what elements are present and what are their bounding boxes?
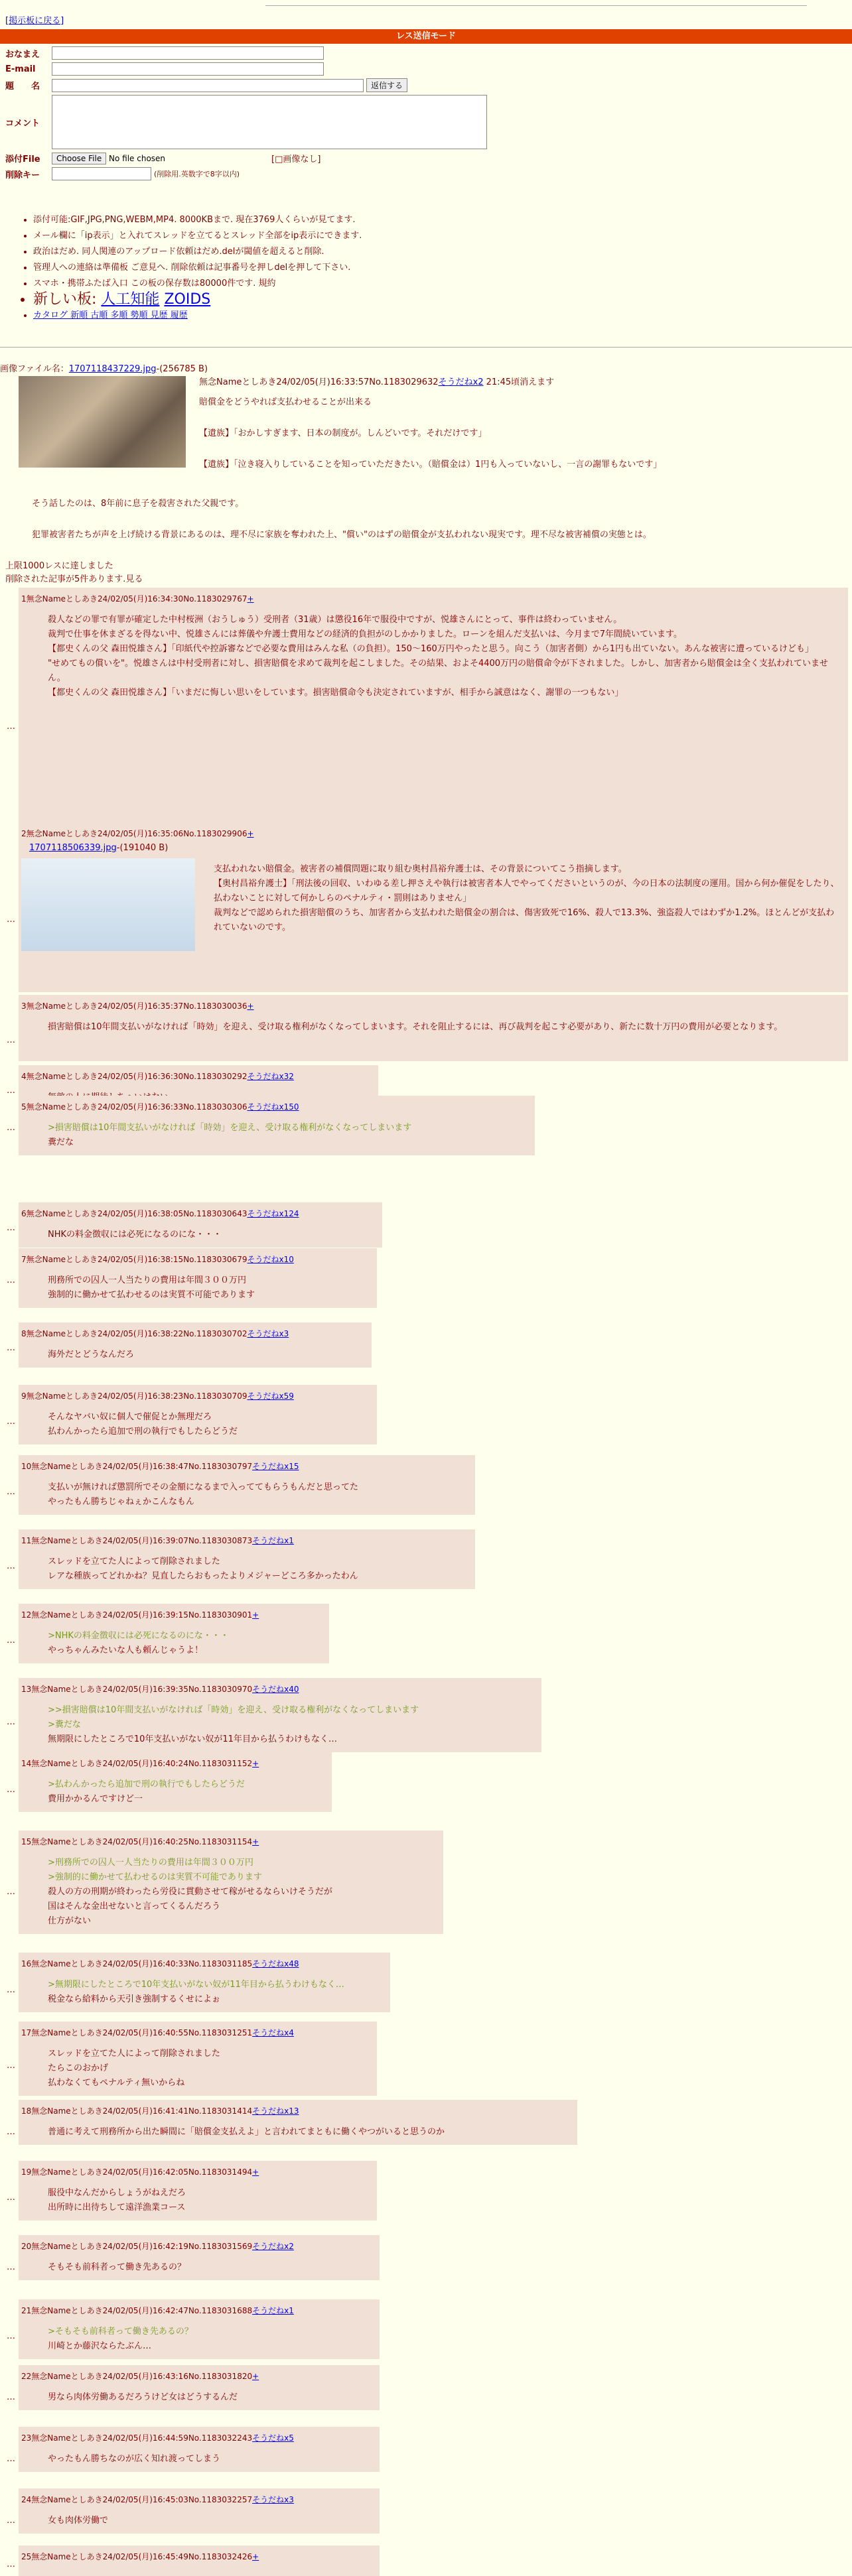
- reply-dots: …: [7, 2262, 15, 2272]
- reply-line: レアな種族ってどれかね？見直したらおもったよりメジャーどころ多かったわん: [48, 1571, 358, 1581]
- email-input[interactable]: [52, 62, 324, 76]
- reply-line: 殺人などの罪で有罪が確定した中村桜洲（おうしゅう）受刑者（31歳）は懲役16年で服役中ですが、悦雄さんにとって、事件は終わっていません。: [48, 615, 622, 625]
- reply-line: 無期限にしたところで10年支払いがない奴が11年目から払うわけもなく…: [48, 1734, 337, 1744]
- reply-post: [7, 1248, 377, 1308]
- reply-line: たらこのおかげ: [48, 2063, 109, 2073]
- reply-line: スレッドを立てた人によって削除されました: [48, 2049, 220, 2059]
- sodane-button[interactable]: そうだねx40: [252, 1685, 299, 1694]
- reply-dots: …: [7, 1123, 15, 1133]
- reply-header: 2無念Nameとしあき24/02/05(月)16:35:06No.1183029906+: [21, 829, 254, 838]
- reply-header: 5無念Nameとしあき24/02/05(月)16:36:33No.1183030306そうだねx150: [21, 1102, 299, 1112]
- op-file-line: 画像ファイル名：1707118437229.jpg-(256785 B): [0, 364, 208, 374]
- reply-dots: …: [7, 2454, 15, 2464]
- sodane-button[interactable]: +: [247, 1001, 254, 1011]
- reply-post: [7, 2488, 380, 2534]
- reply-line: 【都史くんの父 森田悦雄さん】「印紙代や控訴審などで必要な費用はみんな私（の負担）。150～160万円やったと思う。向こう（加害者側）から1円も出ていない。あんな被害に遭っているけども」: [48, 644, 814, 654]
- op-line: 【遺族】「泣き寝入りしていることを知っていただきたい。（賠償金は）1円も入っていないし、一言の謝罪もないです」: [199, 460, 662, 470]
- reply-header: 4無念Nameとしあき24/02/05(月)16:36:30No.1183030292そうだねx32: [21, 1072, 294, 1081]
- reply-post: [7, 1322, 372, 1368]
- reply-line: 【奥村昌裕弁護士】「刑法後の回収、いわゆる差し押さえや執行は被害者本人でやってくださいというのが、今の日本の法制度の運用。国から何か催促をしたり、払わないことに対して何かしらのペナルティ・罰則はありません」: [214, 879, 839, 903]
- reply-header: 11無念Nameとしあき24/02/05(月)16:39:07No.1183030873そうだねx1: [21, 1536, 294, 1545]
- reply-line: 払わなくてもペナルティ無いからね: [48, 2078, 185, 2088]
- reply-post: [7, 1831, 443, 1934]
- note-item: • メール欄に「ip表示」と入れてスレッドを立てるとスレッド全部をip表示にできます.: [33, 228, 362, 244]
- sodane-button[interactable]: +: [252, 2552, 259, 2561]
- reply-body: [21, 2047, 370, 2091]
- sodane-button[interactable]: そうだねx4: [252, 2028, 294, 2037]
- name-label: おなまえ: [5, 49, 40, 60]
- reply-body: [21, 2125, 571, 2140]
- submit-button[interactable]: 返信する: [366, 78, 407, 92]
- reply-dots: …: [7, 2559, 15, 2569]
- reply-dots: …: [7, 1487, 15, 1497]
- reply-dots: …: [7, 2516, 15, 2526]
- new-boards: • 新しい板: 人工知能 ZOIDS: [33, 292, 362, 308]
- reply-body: [21, 1777, 325, 1807]
- reply-line: 刑務所での囚人一人当たりの費用は年間３００万円: [48, 1275, 247, 1285]
- op-paragraph: 犯罪被害者たちが声を上げ続ける背景にあるのは、理不尽に家族を奪われた上、"償い"のはずの賠償金が支払われない現実です。理不尽な被害補償の実態とは。: [32, 530, 652, 540]
- op-sodane[interactable]: そうだねx2: [438, 377, 484, 387]
- note-item: • 管理人への連絡は準備板 ご意見へ. 削除依頼は記事番号を押しdelを押して下さい.: [33, 260, 362, 276]
- section-divider: [0, 347, 852, 348]
- reply-post: [7, 1604, 329, 1663]
- reply-dots: …: [7, 2331, 15, 2341]
- reply-header: 9無念Nameとしあき24/02/05(月)16:38:23No.1183030709そうだねx59: [21, 1391, 294, 1401]
- sodane-button[interactable]: そうだねx2: [252, 2242, 294, 2251]
- reply-line: 川崎とか藤沢ならたぶん…: [48, 2341, 152, 2351]
- reply-post: [7, 1752, 332, 1812]
- reply-body: [21, 1629, 322, 1658]
- reply-line: 普通に考えて刑務所から出た瞬間に「賠償金支払えよ」と言われてまともに働くやつがいると思うのか: [48, 2127, 445, 2137]
- reply-post: [7, 1529, 475, 1589]
- reply-dots: …: [7, 2193, 15, 2203]
- sodane-button[interactable]: +: [252, 2167, 259, 2177]
- reply-body: [21, 2186, 370, 2215]
- quote-line: >>損害賠償は10年間支払いがなければ「時効」を迎え、受け取る権利がなくなってしまいます: [48, 1705, 419, 1715]
- reply-dots: …: [7, 1275, 15, 1285]
- sodane-button[interactable]: +: [252, 1759, 259, 1768]
- sodane-button[interactable]: そうだねx10: [247, 1255, 294, 1264]
- reply-header: 15無念Nameとしあき24/02/05(月)16:40:25No.1183031154+: [21, 1837, 259, 1846]
- reply-dots: …: [7, 2061, 15, 2071]
- reply-dots: …: [7, 915, 15, 925]
- reply-line: 殺人の方の刑期が終わったら労役に貫動させて稼がせるならいけそうだが: [48, 1887, 332, 1897]
- reply-line: 支払いが無ければ懲罰所でその金額になるまで入っててもらうもんだと思ってた: [48, 1482, 359, 1492]
- category-links[interactable]: • カタログ 新順 古順 多順 勢順 見歴 履歴: [33, 308, 362, 324]
- reply-line: 糞だな: [48, 1137, 74, 1147]
- subject-input[interactable]: [52, 79, 364, 92]
- sodane-button[interactable]: +: [252, 2372, 259, 2381]
- reply-header: 24無念Nameとしあき24/02/05(月)16:45:03No.1183032257そうだねx3: [21, 2495, 294, 2504]
- sodane-button[interactable]: +: [247, 829, 254, 838]
- note-item: • 政治はだめ. 同人関連のアップロード依頼はだめ.delが閾値を超えると削除.: [33, 244, 362, 260]
- reply-dots: …: [7, 1985, 15, 1995]
- reply-mode-bar: レス送信モード: [0, 29, 852, 44]
- reply-post: [7, 2161, 377, 2221]
- reply-dots: …: [7, 1785, 15, 1795]
- reply-post: [7, 1202, 382, 1248]
- reply-header: 16無念Nameとしあき24/02/05(月)16:40:33No.1183031185そうだねx48: [21, 1959, 299, 1968]
- reply-header: 19無念Nameとしあき24/02/05(月)16:42:05No.1183031494+: [21, 2167, 259, 2177]
- reply-dots: …: [7, 1223, 15, 1233]
- reply-header: 18無念Nameとしあき24/02/05(月)16:41:41No.1183031414そうだねx13: [21, 2106, 299, 2116]
- reply-body: [21, 2260, 373, 2275]
- sodane-button[interactable]: そうだねx3: [247, 1329, 289, 1338]
- reply-dots: …: [7, 1636, 15, 1645]
- email-label: E-mail: [5, 64, 36, 74]
- reply-body: [21, 613, 841, 700]
- reply-line: 【都史くんの父 森田悦雄さん】「いまだに悔しい思いをしています。損害賠償命令も決定されていますが、相手から誠意はなく、謝罪の一つもない」: [48, 688, 624, 698]
- reply-body: [21, 1121, 528, 1150]
- reply-line: やったもん勝ちなのが広く知れ渡ってしまう: [48, 2454, 221, 2464]
- quote-line: >糞だな: [48, 1720, 81, 1730]
- reply-dots: …: [7, 1887, 15, 1897]
- reply-body: [21, 2452, 373, 2467]
- subject-label: 題 名: [5, 82, 40, 92]
- reply-line: 男なら肉体労働あるだろうけど女はどうするんだ: [48, 2392, 238, 2402]
- sodane-button[interactable]: +: [247, 594, 254, 604]
- reply-line: 裁判などで認められた損害賠償のうち、加害者から支払われた賠償金の割合は、傷害致死で16%、殺人で13.3%、強盗殺人ではわずか1.2%。ほとんどが支払われていないのです。: [214, 908, 835, 933]
- note-item: • スマホ・携帯ふたば入口 この板の保存数は80000件です. 規約: [33, 276, 362, 292]
- reply-header: 14無念Nameとしあき24/02/05(月)16:40:24No.1183031152+: [21, 1759, 259, 1768]
- reply-line: 強制的に働かせて払わせるのは実質不可能であります: [48, 1290, 255, 1300]
- reply-body: [21, 1228, 376, 1242]
- reply-post: [7, 2100, 577, 2145]
- reply-header: 12無念Nameとしあき24/02/05(月)16:39:15No.1183030901+: [21, 1610, 259, 1620]
- quote-line: >NHKの料金徴収には必死になるのにな・・・: [48, 1631, 229, 1641]
- reply-body: [21, 2514, 373, 2528]
- reply-body: [21, 1978, 384, 2007]
- reply-header: 13無念Nameとしあき24/02/05(月)16:39:35No.1183030970そうだねx40: [21, 1685, 299, 1694]
- quote-line: >そもそも前科者って働き先あるの？: [48, 2327, 193, 2337]
- reply-post: [7, 1096, 535, 1155]
- reply-line: 支払われない賠償金。被害者の補償問題に取り組む奥村昌裕弁護士は、その背景についてこう指摘します。: [214, 864, 627, 874]
- comment-label: コメント: [5, 118, 40, 129]
- reply-post: [7, 1385, 377, 1445]
- sodane-button[interactable]: そうだねx150: [247, 1102, 299, 1112]
- reply-post: [7, 822, 848, 992]
- file-label: 添付File: [5, 155, 40, 164]
- reply-line: "せめてもの償いを"。悦雄さんは中村受刑者に対し、損害賠償を求めて裁判を起こしました。その結果、およそ4400万円の賠償命令が下されました。しかし、加害者から賠償金は全く支払われていません。: [48, 659, 829, 683]
- reply-line: やっちゃんみたいな人も頼んじゃうよ！: [48, 1645, 204, 1655]
- reply-post: [7, 2427, 380, 2472]
- reply-line: 裁判で仕事を休まざるを得ない中、悦雄さんには葬儀や弁護士費用などの経済的負担がのしかかりました。ローンを組んだ支払いは、今月まで7年間続いています。: [48, 629, 682, 639]
- reply-post: [7, 2299, 380, 2359]
- sodane-button[interactable]: そうだねx32: [247, 1072, 294, 1081]
- reply-dots: …: [7, 1417, 15, 1427]
- reply-post: [7, 2545, 380, 2576]
- reply-line: NHKの料金徴収には必死になるのにな・・・: [48, 1230, 222, 1240]
- reply-body: [21, 1020, 841, 1035]
- reply-dots: …: [7, 1717, 15, 1727]
- reply-line: 出所時に出待ちして遠洋漁業コース: [48, 2203, 186, 2213]
- name-input[interactable]: [52, 46, 324, 60]
- reply-header: 17無念Nameとしあき24/02/05(月)16:40:55No.1183031251そうだねx4: [21, 2028, 294, 2037]
- board-notes: [20, 212, 362, 324]
- sodane-button[interactable]: そうだねx15: [252, 1462, 299, 1471]
- sodane-button[interactable]: そうだねx1: [252, 2306, 294, 2315]
- reply-line: 服役中なんだからしょうがねえだろ: [48, 2188, 186, 2198]
- op-header: 無念Nameとしあき24/02/05(月)16:33:57No.1183029632そうだねx2 21:45頃消えます: [199, 377, 555, 387]
- reply-header: 25無念Nameとしあき24/02/05(月)16:45:49No.1183032426+: [21, 2552, 259, 2561]
- top-divider: [265, 5, 807, 6]
- reply-line: スレッドを立てた人によって削除されました: [48, 1557, 220, 1567]
- reply-line: 女も肉体労働で: [48, 2516, 109, 2526]
- op-line: 【遺族】「おかしすぎます、日本の制度が。しんどいです。それだけです」: [199, 428, 487, 438]
- limit-notice: 上限1000レスに達しました: [5, 561, 113, 571]
- reply-header: 7無念Nameとしあき24/02/05(月)16:38:15No.1183030679そうだねx10: [21, 1255, 294, 1264]
- reply-body: [21, 2325, 373, 2354]
- reply-dots: …: [7, 1086, 15, 1096]
- reply-header: 6無念Nameとしあき24/02/05(月)16:38:05No.1183030643そうだねx124: [21, 1209, 299, 1218]
- no-file-text: No file chosen: [109, 153, 166, 163]
- comment-textarea[interactable]: [52, 95, 487, 149]
- reply-thumbnail[interactable]: [21, 858, 195, 951]
- reply-line: 損害賠償は10年間支払いがなければ「時効」を迎え、受け取る権利がなくなってしまいます。それを阻止するには、再び裁判を起こす必要があり、新たに数十万円の費用が必要となります。: [48, 1022, 783, 1032]
- reply-body: [21, 1703, 535, 1747]
- reply-line: 税金なら給料から天引き強制するくせによぉ: [48, 1994, 221, 2004]
- reply-dots: …: [7, 1343, 15, 1353]
- op-image[interactable]: [19, 376, 186, 468]
- reply-body: [21, 1856, 437, 1929]
- reply-post: [7, 1455, 475, 1515]
- op-file-link[interactable]: 1707118437229.jpg: [68, 364, 157, 374]
- reply-body: [21, 1480, 468, 1510]
- sodane-button[interactable]: そうだねx48: [252, 1959, 299, 1968]
- no-image-checkbox[interactable]: [□画像なし]: [271, 155, 321, 164]
- op-paragraph: そう話したのは、8年前に息子を殺害された父親です。: [32, 499, 244, 509]
- quote-line: >払わんかったら追加で刑の執行でもしたらどうだ: [48, 1779, 245, 1789]
- sodane-button[interactable]: そうだねx3: [252, 2495, 294, 2504]
- sodane-button[interactable]: そうだねx1: [252, 1536, 294, 1545]
- reply-body: [21, 1410, 370, 1439]
- reply-post: [7, 1953, 390, 2012]
- reply-header: 10無念Nameとしあき24/02/05(月)16:38:47No.1183030797そうだねx15: [21, 1462, 299, 1471]
- reply-header: 23無念Nameとしあき24/02/05(月)16:44:59No.1183032243そうだねx5: [21, 2433, 294, 2443]
- reply-dots: …: [7, 722, 15, 732]
- reply-line: 国はそんな金出せないと言ってくるんだろう: [48, 1901, 221, 1911]
- delkey-note: (削除用.英数字で8字以内): [154, 170, 240, 178]
- back-to-board-link[interactable]: [掲示板に戻る]: [5, 16, 64, 26]
- sodane-button[interactable]: +: [252, 1837, 259, 1846]
- reply-line: そもそも前科者って働き先あるの？: [48, 2262, 186, 2272]
- reply-line: 仕方がない: [48, 1916, 92, 1926]
- reply-dots: …: [7, 1035, 15, 1045]
- reply-line: そんなヤバい奴に個人で催促とか無理だろ: [48, 1412, 212, 1422]
- reply-line: やったもん勝ちじゃねぇかこんなもん: [48, 1497, 195, 1507]
- reply-header: 21無念Nameとしあき24/02/05(月)16:42:47No.1183031688そうだねx1: [21, 2306, 294, 2315]
- reply-line: 費用かかるんですけど一: [48, 1794, 143, 1804]
- reply-header: 8無念Nameとしあき24/02/05(月)16:38:22No.1183030702そうだねx3: [21, 1329, 289, 1338]
- sodane-button[interactable]: +: [252, 1610, 259, 1620]
- reply-post: [7, 995, 848, 1061]
- board-link-zoids[interactable]: ZOIDS: [164, 291, 211, 308]
- reply-dots: …: [7, 1561, 15, 1571]
- reply-header: 20無念Nameとしあき24/02/05(月)16:42:19No.1183031569そうだねx2: [21, 2242, 294, 2251]
- board-link-ai[interactable]: 人工知能: [101, 291, 160, 308]
- reply-line: 払わんかったら追加で刑の執行でもしたらどうだ: [48, 1427, 238, 1437]
- note-item: • 添付可能:GIF,JPG,PNG,WEBM,MP4. 8000KBまで. 現在3769人くらいが見てます.: [33, 212, 362, 228]
- reply-header: 3無念Nameとしあき24/02/05(月)16:35:37No.1183030036+: [21, 1001, 254, 1011]
- reply-header: 22無念Nameとしあき24/02/05(月)16:43:16No.1183031820+: [21, 2372, 259, 2381]
- reply-post: [7, 2365, 380, 2410]
- reply-line: 海外だとどうなんだろ: [48, 1350, 135, 1360]
- reply-body: [21, 2390, 373, 2405]
- quote-line: >損害賠償は10年間支払いがなければ「時効」を迎え、受け取る権利がなくなってしまいます: [48, 1123, 412, 1133]
- reply-file-link[interactable]: 1707118506339.jpg: [29, 843, 117, 853]
- reply-form: [5, 46, 487, 183]
- choose-file-button[interactable]: Choose File: [52, 153, 106, 164]
- sodane-button[interactable]: そうだねx59: [247, 1391, 294, 1401]
- reply-post: [7, 2235, 380, 2280]
- delkey-label: 削除キー: [5, 170, 40, 180]
- reply-dots: …: [7, 2392, 15, 2402]
- reply-post: [7, 1678, 541, 1752]
- quote-line: >強制的に働かせて払わせるのは実質不可能であります: [48, 1872, 262, 1882]
- sodane-button[interactable]: そうだねx5: [252, 2433, 294, 2443]
- reply-body: [21, 1273, 370, 1303]
- sodane-button[interactable]: そうだねx124: [247, 1209, 299, 1218]
- sodane-button[interactable]: そうだねx13: [252, 2106, 299, 2116]
- reply-dots: …: [7, 2127, 15, 2137]
- reply-body: [21, 1555, 468, 1584]
- delkey-input[interactable]: [52, 167, 151, 180]
- reply-body: [21, 1348, 365, 1362]
- op-text: [199, 376, 836, 489]
- reply-post: [7, 2022, 377, 2096]
- reply-post: [7, 588, 848, 842]
- op-line: 賠償金をどうやれば支払わせることが出来る: [199, 397, 372, 407]
- quote-line: >無期限にしたところで10年支払いがない奴が11年目から払うわけもなく…: [48, 1980, 344, 1990]
- quote-line: >刑務所での囚人一人当たりの費用は年間３００万円: [48, 1858, 253, 1868]
- reply-header: 1無念Nameとしあき24/02/05(月)16:34:30No.1183029767+: [21, 594, 254, 604]
- deleted-notice: 削除された記事が5件あります.見る: [5, 574, 143, 584]
- reply-file-line: 1707118506339.jpg-(191040 B): [29, 843, 169, 853]
